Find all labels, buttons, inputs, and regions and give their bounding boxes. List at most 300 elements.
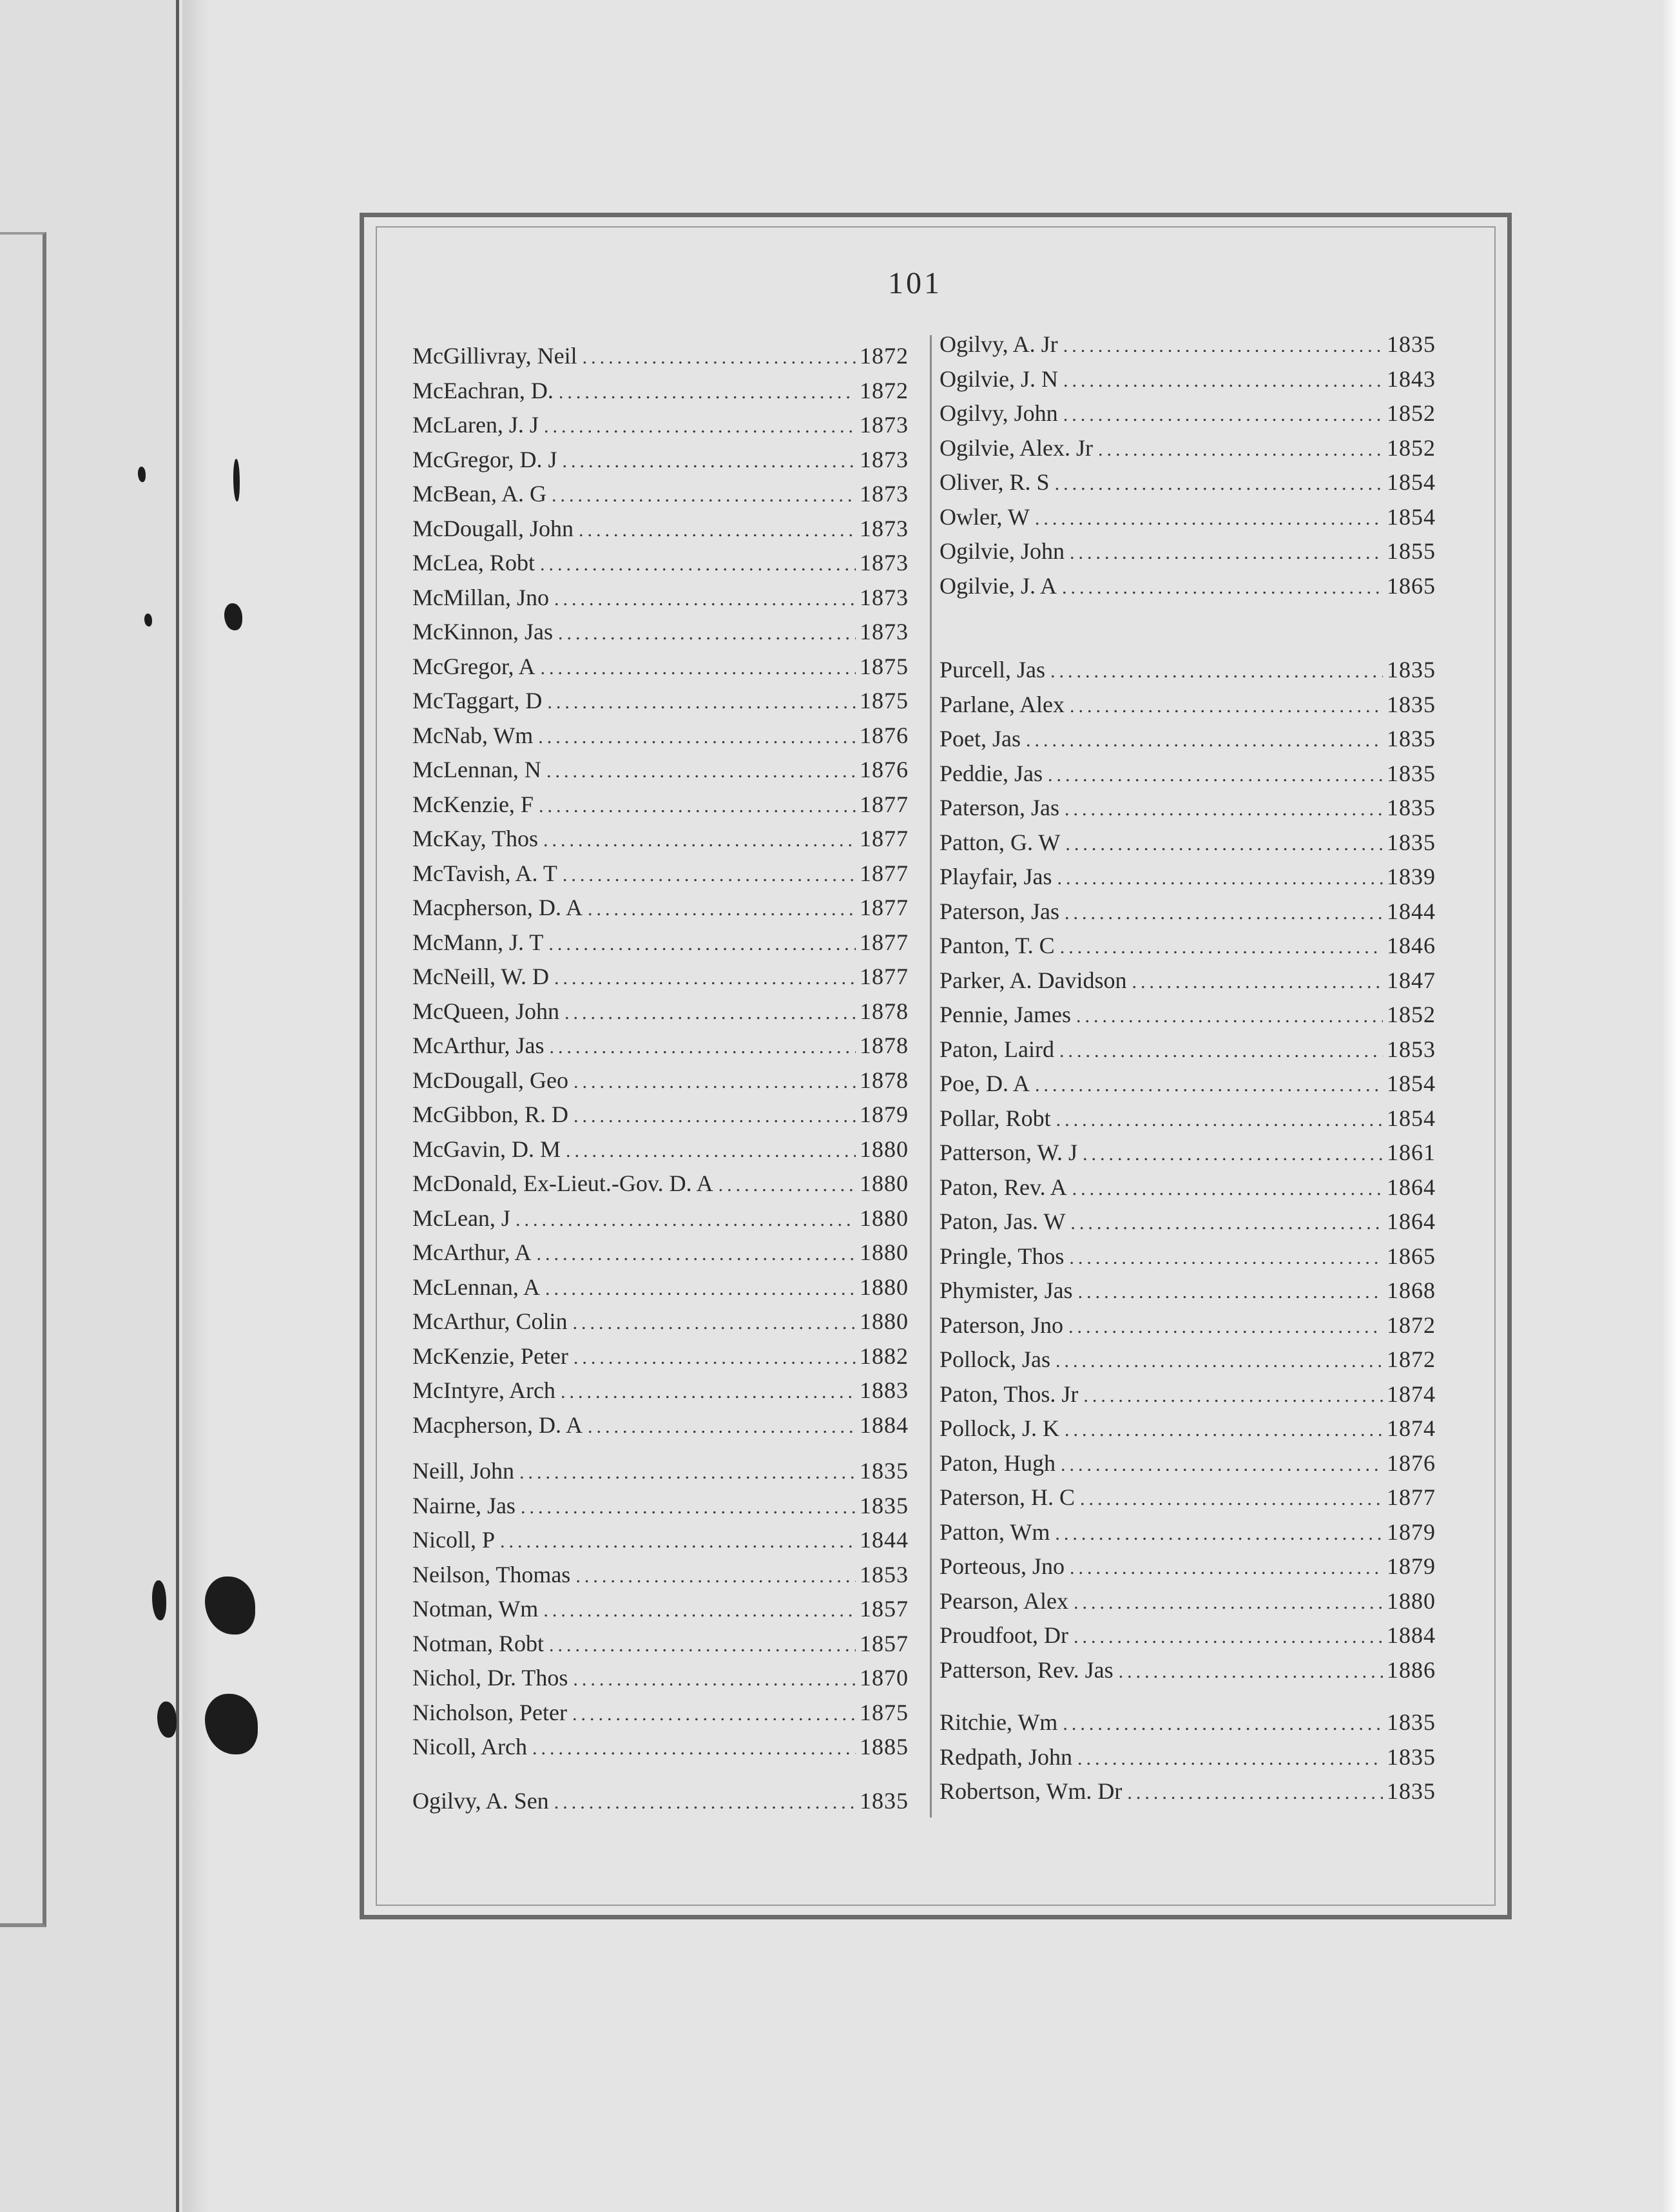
entry-name: Paterson, Jas <box>940 898 1059 924</box>
directory-entry <box>412 1731 909 1762</box>
entry-name: Ogilvy, John <box>940 400 1058 426</box>
binding-hole-upper <box>152 1580 166 1620</box>
dot-leader <box>1074 1622 1383 1653</box>
directory-entry <box>412 1065 909 1096</box>
dot-leader <box>563 446 856 477</box>
entry-name: Purcell, Jas <box>940 657 1045 683</box>
dot-leader <box>545 1274 856 1305</box>
dot-leader <box>554 963 856 994</box>
entry-name: McMann, J. T <box>412 929 544 955</box>
entry-year: 1865 <box>1387 1243 1436 1269</box>
binding-hole-lower-right <box>205 1694 258 1754</box>
directory-entry <box>412 1237 909 1268</box>
directory-entry <box>940 1068 1436 1099</box>
directory-entry <box>412 375 909 406</box>
dot-leader <box>1077 1743 1383 1774</box>
entry-name: Playfair, Jas <box>940 864 1052 889</box>
entry-year: 1835 <box>1387 1709 1436 1735</box>
entry-year: 1872 <box>860 343 909 369</box>
entry-year: 1872 <box>860 377 909 403</box>
directory-entry <box>940 999 1436 1030</box>
dot-leader <box>1059 1036 1383 1067</box>
entry-name: McQueen, John <box>412 998 559 1024</box>
entry-name: McMillan, Jno <box>412 584 549 610</box>
entry-year: 1879 <box>1387 1553 1436 1579</box>
dot-leader <box>1065 794 1383 825</box>
entry-year: 1880 <box>860 1170 909 1196</box>
entry-year: 1835 <box>1387 1778 1436 1804</box>
binding-mark-left-upper <box>138 467 146 482</box>
directory-entry <box>412 1341 909 1372</box>
directory-entry <box>940 501 1436 532</box>
dot-leader <box>1070 691 1383 722</box>
directory-entry <box>412 547 909 578</box>
entry-year: 1853 <box>860 1561 909 1587</box>
entry-name: McArthur, A <box>412 1239 532 1265</box>
directory-entry <box>940 1551 1436 1582</box>
directory-entry <box>412 1272 909 1303</box>
entry-name: Patton, G. W <box>940 829 1061 855</box>
entry-year: 1874 <box>1387 1381 1436 1407</box>
directory-entry <box>940 965 1436 996</box>
entry-year: 1835 <box>1387 691 1436 717</box>
dot-leader <box>583 342 856 373</box>
entry-year: 1854 <box>1387 503 1436 530</box>
dot-leader <box>1078 1277 1383 1308</box>
entry-year: 1880 <box>860 1308 909 1334</box>
entry-name: McBean, A. G <box>412 481 546 507</box>
directory-entry <box>412 1099 909 1130</box>
directory-entry <box>412 651 909 682</box>
entry-name: Pearson, Alex <box>940 1587 1068 1614</box>
dot-leader <box>572 1699 856 1730</box>
dot-leader <box>541 653 856 684</box>
dot-leader <box>1070 538 1383 568</box>
entry-name: McGregor, A <box>412 653 535 679</box>
entry-name: Notman, Robt <box>412 1630 544 1656</box>
dot-leader <box>588 1412 856 1442</box>
entry-name: McEachran, D. <box>412 377 554 403</box>
entry-name: Nairne, Jas <box>412 1492 516 1518</box>
entry-name: Patterson, W. J <box>940 1140 1078 1165</box>
directory-entry <box>412 1168 909 1199</box>
entry-name: Paterson, Jno <box>940 1312 1063 1338</box>
directory-entry <box>940 654 1436 685</box>
directory-entry <box>412 1306 909 1337</box>
dot-leader <box>1063 365 1383 396</box>
directory-entry <box>412 1375 909 1406</box>
entry-name: Nicoll, Arch <box>412 1734 527 1760</box>
entry-name: Nicoll, P <box>412 1527 496 1553</box>
directory-entry <box>940 364 1436 394</box>
directory-entry <box>940 1172 1436 1203</box>
dot-leader <box>558 618 856 649</box>
entry-year: 1835 <box>1387 726 1436 752</box>
directory-entry <box>940 1707 1436 1738</box>
directory-entry <box>940 1379 1436 1410</box>
entry-year: 1835 <box>1387 657 1436 683</box>
entry-name: Ogilvy, A. Sen <box>412 1788 549 1814</box>
entry-year: 1873 <box>860 515 909 541</box>
entry-year: 1880 <box>860 1239 909 1265</box>
entry-name: Paton, Thos. Jr <box>940 1381 1079 1407</box>
entry-name: Pennie, James <box>940 1002 1071 1027</box>
dot-leader <box>1035 503 1383 534</box>
directory-entry <box>940 1137 1436 1168</box>
entry-year: 1852 <box>1387 400 1436 426</box>
entry-name: Poe, D. A <box>940 1071 1030 1096</box>
directory-entry <box>940 467 1436 498</box>
dot-leader <box>718 1170 856 1201</box>
dot-leader <box>1063 1709 1383 1740</box>
entry-year: 1835 <box>860 1492 909 1518</box>
entry-name: Poet, Jas <box>940 726 1021 752</box>
entry-name: Patton, Wm <box>940 1518 1050 1545</box>
entry-year: 1877 <box>860 826 909 851</box>
directory-entry <box>412 1203 909 1234</box>
entry-name: McKenzie, F <box>412 791 534 817</box>
directory-entry <box>940 861 1436 892</box>
dot-leader <box>573 1664 856 1695</box>
page-number: 101 <box>888 266 942 300</box>
entry-name: McNab, Wm <box>412 722 534 748</box>
entry-year: 1886 <box>1387 1656 1436 1683</box>
entry-year: 1875 <box>860 1699 909 1725</box>
entry-name: Parlane, Alex <box>940 691 1065 717</box>
dot-leader <box>532 1733 856 1764</box>
dot-leader <box>563 860 856 891</box>
entry-year: 1873 <box>860 446 909 472</box>
entry-year: 1880 <box>860 1205 909 1231</box>
directory-entry <box>940 1034 1436 1065</box>
entry-year: 1835 <box>1387 331 1436 357</box>
dot-leader <box>575 1561 856 1592</box>
directory-entry <box>412 582 909 613</box>
entry-name: Ogilvie, Alex. Jr <box>940 434 1093 461</box>
directory-entry <box>412 1410 909 1441</box>
entry-year: 1865 <box>1387 572 1436 599</box>
directory-entry <box>412 616 909 647</box>
directory-entry <box>412 961 909 992</box>
entry-year: 1873 <box>860 584 909 610</box>
entry-name: Phymister, Jas <box>940 1277 1073 1303</box>
dot-leader <box>550 1032 856 1063</box>
dot-leader <box>548 929 856 960</box>
entry-year: 1876 <box>860 722 909 748</box>
entry-year: 1855 <box>1387 538 1436 564</box>
directory-entry <box>412 340 909 371</box>
directory-entry <box>940 1275 1436 1306</box>
dot-leader <box>1072 1174 1383 1205</box>
directory-entry <box>940 689 1436 720</box>
directory-entry <box>412 1490 909 1521</box>
entry-name: McLennan, A <box>412 1274 540 1300</box>
entry-name: Paton, Hugh <box>940 1450 1056 1476</box>
entry-year: 1854 <box>1387 1071 1436 1096</box>
dot-leader <box>1083 1139 1383 1170</box>
entry-year: 1884 <box>1387 1622 1436 1648</box>
entry-year: 1879 <box>1387 1518 1436 1545</box>
entry-year: 1877 <box>1387 1484 1436 1510</box>
directory-entry <box>412 1524 909 1555</box>
entry-name: Ritchie, Wm <box>940 1709 1058 1735</box>
entry-year: 1857 <box>860 1630 909 1656</box>
entry-year: 1835 <box>1387 1743 1436 1770</box>
binding-mark-lower <box>224 603 242 630</box>
directory-entry <box>940 1448 1436 1479</box>
dot-leader <box>538 722 856 753</box>
entry-name: McDougall, John <box>412 515 574 541</box>
entry-name: McNeill, W. D <box>412 964 549 989</box>
entry-name: McLean, J <box>412 1205 510 1231</box>
dot-leader <box>566 1136 856 1167</box>
entry-name: Robertson, Wm. Dr <box>940 1778 1123 1804</box>
directory-entry <box>412 1593 909 1624</box>
dot-leader <box>552 480 856 511</box>
entry-name: McLaren, J. J <box>412 412 539 438</box>
dot-leader <box>544 411 856 442</box>
entry-year: 1880 <box>1387 1587 1436 1614</box>
directory-entry <box>412 1559 909 1590</box>
entry-name: Owler, W <box>940 503 1030 530</box>
entry-name: McArthur, Jas <box>412 1033 545 1058</box>
entry-year: 1835 <box>1387 829 1436 855</box>
entry-name: McKay, Thos <box>412 826 538 851</box>
entry-name: Paton, Laird <box>940 1036 1054 1062</box>
dot-leader <box>1057 863 1383 894</box>
dot-leader <box>543 825 856 856</box>
entry-year: 1861 <box>1387 1140 1436 1165</box>
dot-leader <box>559 377 856 408</box>
entry-year: 1880 <box>860 1274 909 1300</box>
directory-entry <box>940 1654 1436 1685</box>
directory-entry <box>940 570 1436 601</box>
directory-entry <box>940 1241 1436 1272</box>
entry-name: Porteous, Jno <box>940 1553 1065 1579</box>
binding-mark-upper <box>233 459 240 501</box>
directory-entry <box>412 1785 909 1816</box>
entry-year: 1864 <box>1387 1174 1436 1200</box>
dot-leader <box>1061 1450 1383 1480</box>
directory-entry <box>412 996 909 1027</box>
entry-name: McLea, Robt <box>412 550 535 576</box>
directory-entry <box>940 1741 1436 1772</box>
dot-leader <box>537 1239 856 1270</box>
dot-leader <box>1069 1243 1383 1274</box>
dot-leader <box>519 1457 856 1488</box>
directory-entry <box>412 1134 909 1165</box>
previous-page-frame <box>0 232 46 1927</box>
entry-year: 1877 <box>860 860 909 886</box>
entry-year: 1835 <box>1387 795 1436 820</box>
dot-leader <box>1070 1553 1383 1584</box>
entry-year: 1852 <box>1387 434 1436 461</box>
entry-name: Macpherson, D. A <box>412 895 583 920</box>
dot-leader <box>1068 1312 1383 1343</box>
directory-entry <box>412 1697 909 1728</box>
directory-entry <box>412 1455 909 1486</box>
directory-entry <box>940 1103 1436 1134</box>
entry-name: McDougall, Geo <box>412 1067 568 1093</box>
entry-year: 1843 <box>1387 365 1436 392</box>
dot-leader <box>1035 1070 1383 1101</box>
entry-year: 1876 <box>1387 1450 1436 1476</box>
entry-name: Paterson, Jas <box>940 795 1059 820</box>
dot-leader <box>588 894 856 925</box>
directory-entry <box>940 930 1436 961</box>
entry-name: Neill, John <box>412 1458 514 1484</box>
directory-entry <box>940 723 1436 754</box>
entry-name: McGavin, D. M <box>412 1136 561 1162</box>
dot-leader <box>540 549 856 580</box>
dot-leader <box>1080 1484 1383 1515</box>
page-edge <box>1663 0 1678 2212</box>
entry-year: 1870 <box>860 1665 909 1691</box>
entry-name: McTaggart, D <box>412 688 543 713</box>
entry-year: 1835 <box>860 1788 909 1814</box>
entry-year: 1844 <box>1387 898 1436 924</box>
entry-name: Neilson, Thomas <box>412 1561 571 1587</box>
directory-entry <box>412 720 909 751</box>
directory-entry <box>940 1344 1436 1375</box>
entry-year: 1873 <box>860 619 909 645</box>
dot-leader <box>1119 1656 1383 1687</box>
dot-leader <box>1098 434 1383 465</box>
entry-year: 1877 <box>860 929 909 955</box>
directory-entry <box>412 754 909 785</box>
entry-name: McDonald, Ex-Lieut.-Gov. D. A <box>412 1170 713 1196</box>
dot-leader <box>1065 898 1383 929</box>
entry-year: 1835 <box>860 1458 909 1484</box>
entry-name: McGibbon, R. D <box>412 1101 568 1127</box>
entry-name: Paton, Jas. W <box>940 1208 1066 1234</box>
entry-year: 1864 <box>1387 1208 1436 1234</box>
entry-name: Parker, A. Davidson <box>940 967 1127 993</box>
directory-entry <box>412 444 909 475</box>
dot-leader <box>574 1343 856 1373</box>
entry-year: 1883 <box>860 1377 909 1403</box>
entry-year: 1872 <box>1387 1312 1436 1338</box>
entry-name: McArthur, Colin <box>412 1308 568 1334</box>
dot-leader <box>564 998 856 1029</box>
directory-entry <box>940 1413 1436 1444</box>
directory-entry <box>940 758 1436 789</box>
dot-leader <box>561 1377 856 1408</box>
dot-leader <box>1076 1001 1383 1032</box>
dot-leader <box>1055 1518 1383 1549</box>
entry-year: 1839 <box>1387 864 1436 889</box>
dot-leader <box>1065 829 1383 860</box>
dot-leader <box>1070 1208 1383 1239</box>
directory-entry <box>412 789 909 820</box>
directory-entry <box>412 478 909 509</box>
entry-name: Pollar, Robt <box>940 1105 1051 1131</box>
dot-leader <box>543 1595 856 1626</box>
entry-year: 1875 <box>860 653 909 679</box>
entry-year: 1852 <box>1387 1002 1436 1027</box>
dot-leader <box>521 1492 856 1523</box>
directory-entry <box>940 827 1436 858</box>
dot-leader <box>1074 1587 1383 1618</box>
dot-leader <box>1063 331 1383 362</box>
entry-year: 1876 <box>860 757 909 782</box>
entry-name: Peddie, Jas <box>940 760 1043 786</box>
directory-entry <box>940 1310 1436 1341</box>
entry-name: Pollock, Jas <box>940 1346 1051 1372</box>
entry-name: Macpherson, D. A <box>412 1412 583 1438</box>
entry-year: 1844 <box>860 1527 909 1553</box>
entry-name: Ogilvy, A. Jr <box>940 331 1058 357</box>
entry-name: Notman, Wm <box>412 1596 539 1622</box>
entry-name: Pollock, J. K <box>940 1415 1060 1441</box>
dot-leader <box>1055 469 1383 500</box>
entry-name: Paterson, H. C <box>940 1484 1075 1510</box>
entry-year: 1847 <box>1387 967 1436 993</box>
directory-entry <box>940 536 1436 567</box>
dot-leader <box>500 1526 856 1557</box>
entry-year: 1878 <box>860 998 909 1024</box>
directory-entry <box>412 1628 909 1659</box>
dot-leader <box>554 584 856 615</box>
dot-leader <box>1056 1346 1383 1377</box>
entry-name: Pringle, Thos <box>940 1243 1065 1269</box>
entry-name: Ogilvie, J. N <box>940 365 1058 392</box>
entry-name: McGillivray, Neil <box>412 343 577 369</box>
dot-leader <box>549 1630 856 1661</box>
book-gutter <box>182 0 211 2212</box>
directory-entry <box>412 685 909 716</box>
directory-entry <box>412 892 909 923</box>
entry-name: Redpath, John <box>940 1743 1072 1770</box>
dot-leader <box>1083 1381 1383 1412</box>
directory-entry <box>940 329 1436 360</box>
directory-entry <box>940 792 1436 823</box>
directory-entry <box>412 1662 909 1693</box>
entry-year: 1884 <box>860 1412 909 1438</box>
entry-year: 1879 <box>860 1101 909 1127</box>
dot-leader <box>1065 1415 1383 1446</box>
dot-leader <box>574 1101 856 1132</box>
dot-leader <box>1048 760 1383 791</box>
entry-year: 1877 <box>860 895 909 920</box>
directory-entry <box>940 432 1436 463</box>
entry-year: 1857 <box>860 1596 909 1622</box>
entry-year: 1873 <box>860 550 909 576</box>
directory-entry <box>940 398 1436 429</box>
entry-year: 1873 <box>860 481 909 507</box>
dot-leader <box>516 1205 856 1236</box>
entry-year: 1846 <box>1387 933 1436 958</box>
dot-leader <box>1063 400 1383 431</box>
entry-year: 1880 <box>860 1136 909 1162</box>
entry-year: 1878 <box>860 1067 909 1093</box>
entry-year: 1854 <box>1387 1105 1436 1131</box>
entry-year: 1868 <box>1387 1277 1436 1303</box>
dot-leader <box>1056 1105 1383 1136</box>
entry-name: Ogilvie, John <box>940 538 1065 564</box>
directory-entry <box>940 1206 1436 1237</box>
directory-entry <box>940 1776 1436 1807</box>
dot-leader <box>546 756 856 787</box>
entry-year: 1877 <box>860 964 909 989</box>
dot-leader <box>1026 725 1383 756</box>
entry-year: 1872 <box>1387 1346 1436 1372</box>
directory-entry <box>412 927 909 958</box>
column-divider <box>930 335 932 1818</box>
entry-name: Panton, T. C <box>940 933 1055 958</box>
entry-name: Nicholson, Peter <box>412 1699 567 1725</box>
entry-name: Proudfoot, Dr <box>940 1622 1068 1648</box>
